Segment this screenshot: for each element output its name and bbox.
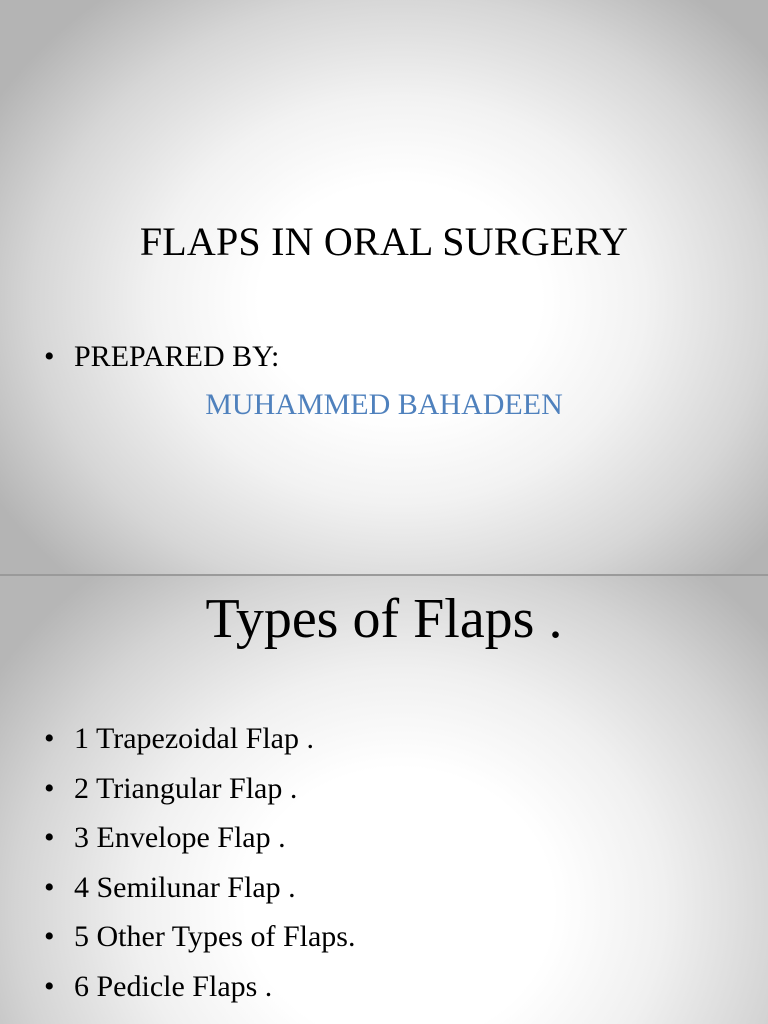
slide-heading: Types of Flaps .: [205, 588, 563, 650]
list-item-text: 1 Trapezoidal Flap .: [74, 722, 314, 755]
bullet-marker: •: [44, 771, 55, 805]
bullet-marker: •: [44, 920, 55, 953]
list-item: [44, 764, 355, 814]
slide-title-heading: FLAPS IN ORAL SURGERY: [139, 219, 629, 264]
list-item: [44, 813, 355, 863]
bullet-marker: •: [44, 722, 55, 755]
bullet-marker: •: [44, 969, 55, 1003]
bullet-marker: •: [44, 821, 55, 854]
prepared-by-label: PREPARED BY:: [74, 340, 280, 373]
list-item-text: 3 Envelope Flap .: [74, 821, 286, 854]
bullet-marker: •: [44, 340, 55, 373]
list-item-text: 6 Pedicle Flaps .: [74, 969, 273, 1003]
slide-types-of-flaps: [0, 576, 768, 1024]
flap-types-list: [44, 714, 355, 1011]
list-item: [44, 863, 355, 913]
list-item: [44, 962, 355, 1012]
author-name: MUHAMMED BAHADEEN: [205, 388, 563, 421]
list-item-text: 2 Triangular Flap .: [74, 771, 298, 805]
bullet-marker: •: [44, 870, 55, 904]
list-item: [44, 912, 355, 962]
list-item: [44, 714, 355, 764]
list-item-text: 4 Semilunar Flap .: [74, 870, 296, 904]
prepared-by-bullet: [44, 337, 279, 377]
list-item-text: 5 Other Types of Flaps.: [74, 920, 356, 953]
